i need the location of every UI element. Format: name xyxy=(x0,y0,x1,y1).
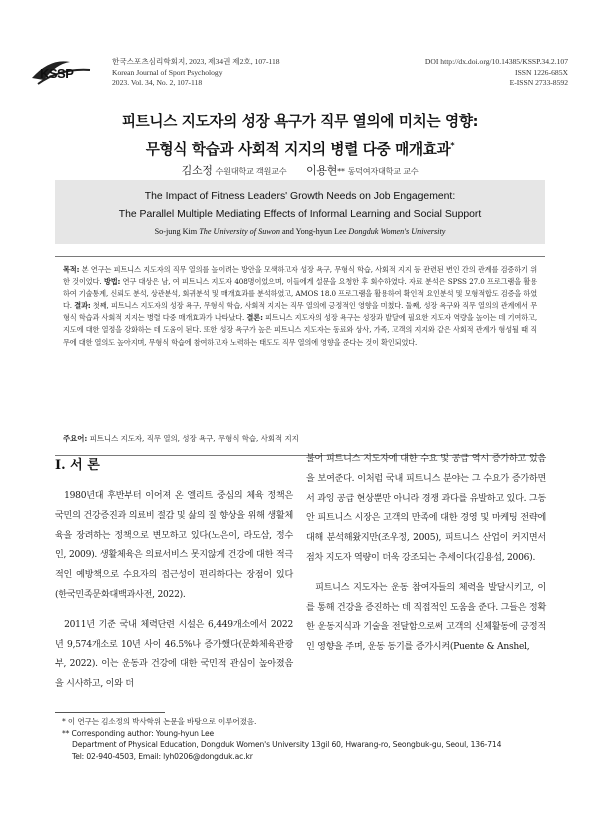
author1-affiliation-en: The University of Suwon xyxy=(199,227,280,236)
body-paragraph: 2011년 기준 국내 체력단련 시설은 6,449개소에서 2022년 9,574개소로 10년 사이 46.5%나 증가했다(문화체육관광부, 2022). 이는 운동과 건강에 대한 국민적 관심이 높아졌음을 시사하고, 이와 더 xyxy=(55,619,293,690)
section-heading-introduction: I. 서 론 xyxy=(55,458,100,473)
keywords-label: 주요어: xyxy=(63,434,88,443)
header-line-ko: 한국스포츠심리학회지, 2023, 제34권 제2호, 107-118 xyxy=(112,57,280,66)
abstract-purpose-label: 목적: xyxy=(63,265,80,274)
header-line-journal: Korean Journal of Sport Psychology xyxy=(112,67,223,77)
header-line-volume: 2023. Vol. 34, No. 2, 107-118 xyxy=(112,78,203,88)
author2-name-ko: 이용현 xyxy=(306,164,338,177)
body-paragraph: 1980년대 후반부터 이어져 온 엘리트 중심의 체육 정책은 국민의 건강증진과 의료비 절감 및 삶의 질 향상을 위해 생활체육을 장려하는 정책으로 변모하고 있다(노은이, 라도삼, 정수인, 2009). 생활체육은 의료서비스 못지않게 건강에 대한 적극적인 예방책으로 수요자의 접근성이 편리하다는 장점이 있다(한국민족문화대백과사전, 2022). xyxy=(55,491,293,600)
keywords xyxy=(63,433,537,444)
journal-logo-text: KSSP xyxy=(40,66,74,81)
issn-line: ISSN 1226-685X xyxy=(515,67,568,77)
abstract-conclusion: 피트니스 지도자의 성장 욕구는 성장과 발달에 필요한 지도자 역량을 높이는 데 기여하고, 지도에 대한 열정을 강화하는 데 도움이 된다. 또한 성장 욕구가 높은 피트니스 지도자는 동료와 상사, 가족, 고객의 지지와 같은 사회적 관계가 형성될 때 직무에 대한 열의도 높아지며, 무형식 학습에 참여하고자 노력하는 태도도 직무 열의에 영향을 준다는 것이 확인되었다. xyxy=(63,313,537,347)
footnote-thesis: * 이 연구는 김소정의 박사학위 논문을 바탕으로 이루어졌음. xyxy=(62,717,257,726)
body-left-column xyxy=(55,487,293,705)
abstract-method: 연구 대상은 남, 여 피트니스 지도자 408명이었으며, 이들에게 설문을 요청한 후 회수하였다. 자료 분석은 SPSS 27.0 프로그램을 활용하여 기술통계, 신뢰도 분석, 상관분석, 회귀분석 및 매개효과를 분석하였고, AMOS 18.0 프로그램을 활용하여 확인적 요인분석 및 모형적합도 검증을 하였다. xyxy=(63,277,537,311)
body-right-column xyxy=(306,450,546,668)
author1-affiliation-ko: 수원대학교 객원교수 xyxy=(215,166,287,176)
doi-line: DOI http://dx.doi.org/10.14385/KSSP.34.2.107 xyxy=(424,57,568,66)
abstract-text xyxy=(63,264,537,349)
abstract-result: 첫째, 피트니스 지도자의 성장 욕구, 무형식 학습, 사회적 지지는 직무 열의에 긍정적인 영향을 미쳤다. 둘째, 성장 욕구와 직무 열의의 관계에서 무형식 학습과 사회적 지지는 병렬 다중 매개효과가 나타났다. xyxy=(63,301,537,323)
abstract-method-label: 방법: xyxy=(103,277,121,287)
english-title-line2: The Parallel Multiple Mediating Effects of Informal Learning and Social Support xyxy=(118,209,482,220)
abstract-purpose: 본 연구는 피트니스 지도자의 직무 열의를 높이려는 방안을 모색하고자 성장 욕구, 무형식 학습, 사회적 지지 등 관련된 변인 간의 관계를 검증하기 위한 것이었다. xyxy=(63,265,537,287)
body-paragraph: 불어 피트니스 지도자에 대한 수요 및 공급 역시 증가하고 있음을 보여준다. 이처럼 국내 피트니스 분야는 그 수요가 증가하면서 과잉 공급 현상뿐만 아니라 경쟁 과다를 유발하고 있다. 그동안 피트니스 시장은 고객의 만족에 대한 경영 및 마케팅 전략에 대해 분석해왔지만(조우정, 2005), 피트니스 산업이 커지면서 점차 지도자 역량이 더욱 강조되는 추세이다(김용섭, 2006). xyxy=(306,454,546,563)
author1-name-ko: 김소정 xyxy=(181,164,213,177)
english-title-box xyxy=(55,180,545,244)
footnotes xyxy=(62,716,501,762)
author2-mark: ** xyxy=(337,166,345,176)
english-authors xyxy=(55,227,545,236)
footnote-corresponding: ** Corresponding author: Young-hyun Lee xyxy=(62,728,215,738)
korean-title xyxy=(0,110,600,162)
author1-name-en: So-jung Kim xyxy=(154,227,198,236)
footnote-divider xyxy=(55,712,165,713)
author2-affiliation-en: Dongduk Women's University xyxy=(348,227,446,236)
journal-citation-header xyxy=(112,57,280,89)
korean-authors xyxy=(0,162,600,178)
body-paragraph: 피트니스 지도자는 운동 참여자들의 체력을 발달시키고, 이를 통해 건강을 증진하는 데 직접적인 도움을 준다. 그들은 정확한 운동지식과 기술을 전달함으로써 고객의 신체활동에 긍정적인 영향을 주며, 운동 동기를 증가시켜(Puente & Anshel, xyxy=(306,582,546,653)
footnote-address: Department of Physical Education, Dongduk Women's University 13gil 60, Hwarang-ro, Seongbuk-gu, Seoul, 136-714 xyxy=(72,740,502,750)
english-title xyxy=(55,188,545,224)
eissn-line: E-ISSN 2733-8592 xyxy=(509,78,568,88)
author2-affiliation-ko: 동덕여자대학교 교수 xyxy=(347,166,419,176)
korean-title-line2: 무형식 학습과 사회적 지지의 병렬 다중 매개효과* xyxy=(145,140,455,158)
title-footnote-mark: * xyxy=(450,141,455,150)
keywords-list: 피트니스 지도자, 직무 열의, 성장 욕구, 무형식 학습, 사회적 지지 xyxy=(87,434,299,443)
abstract-box xyxy=(55,256,545,456)
korean-title-line1: 피트니스 지도자의 성장 욕구가 직무 열의에 미치는 영향: xyxy=(121,113,479,130)
doi-issn-header xyxy=(425,57,568,89)
authors-and: and xyxy=(281,227,294,236)
abstract-conclusion-label: 결론: xyxy=(246,313,263,323)
author2-name-en: Yong-hyun Lee xyxy=(295,227,347,236)
english-title-line1: The Impact of Fitness Leaders' Growth Needs on Job Engagement: xyxy=(144,191,456,202)
footnote-contact: Tel: 02-940-4503, Email: lyh0206@dongduk.ac.kr xyxy=(72,751,253,761)
abstract-result-label: 결과: xyxy=(74,301,91,311)
